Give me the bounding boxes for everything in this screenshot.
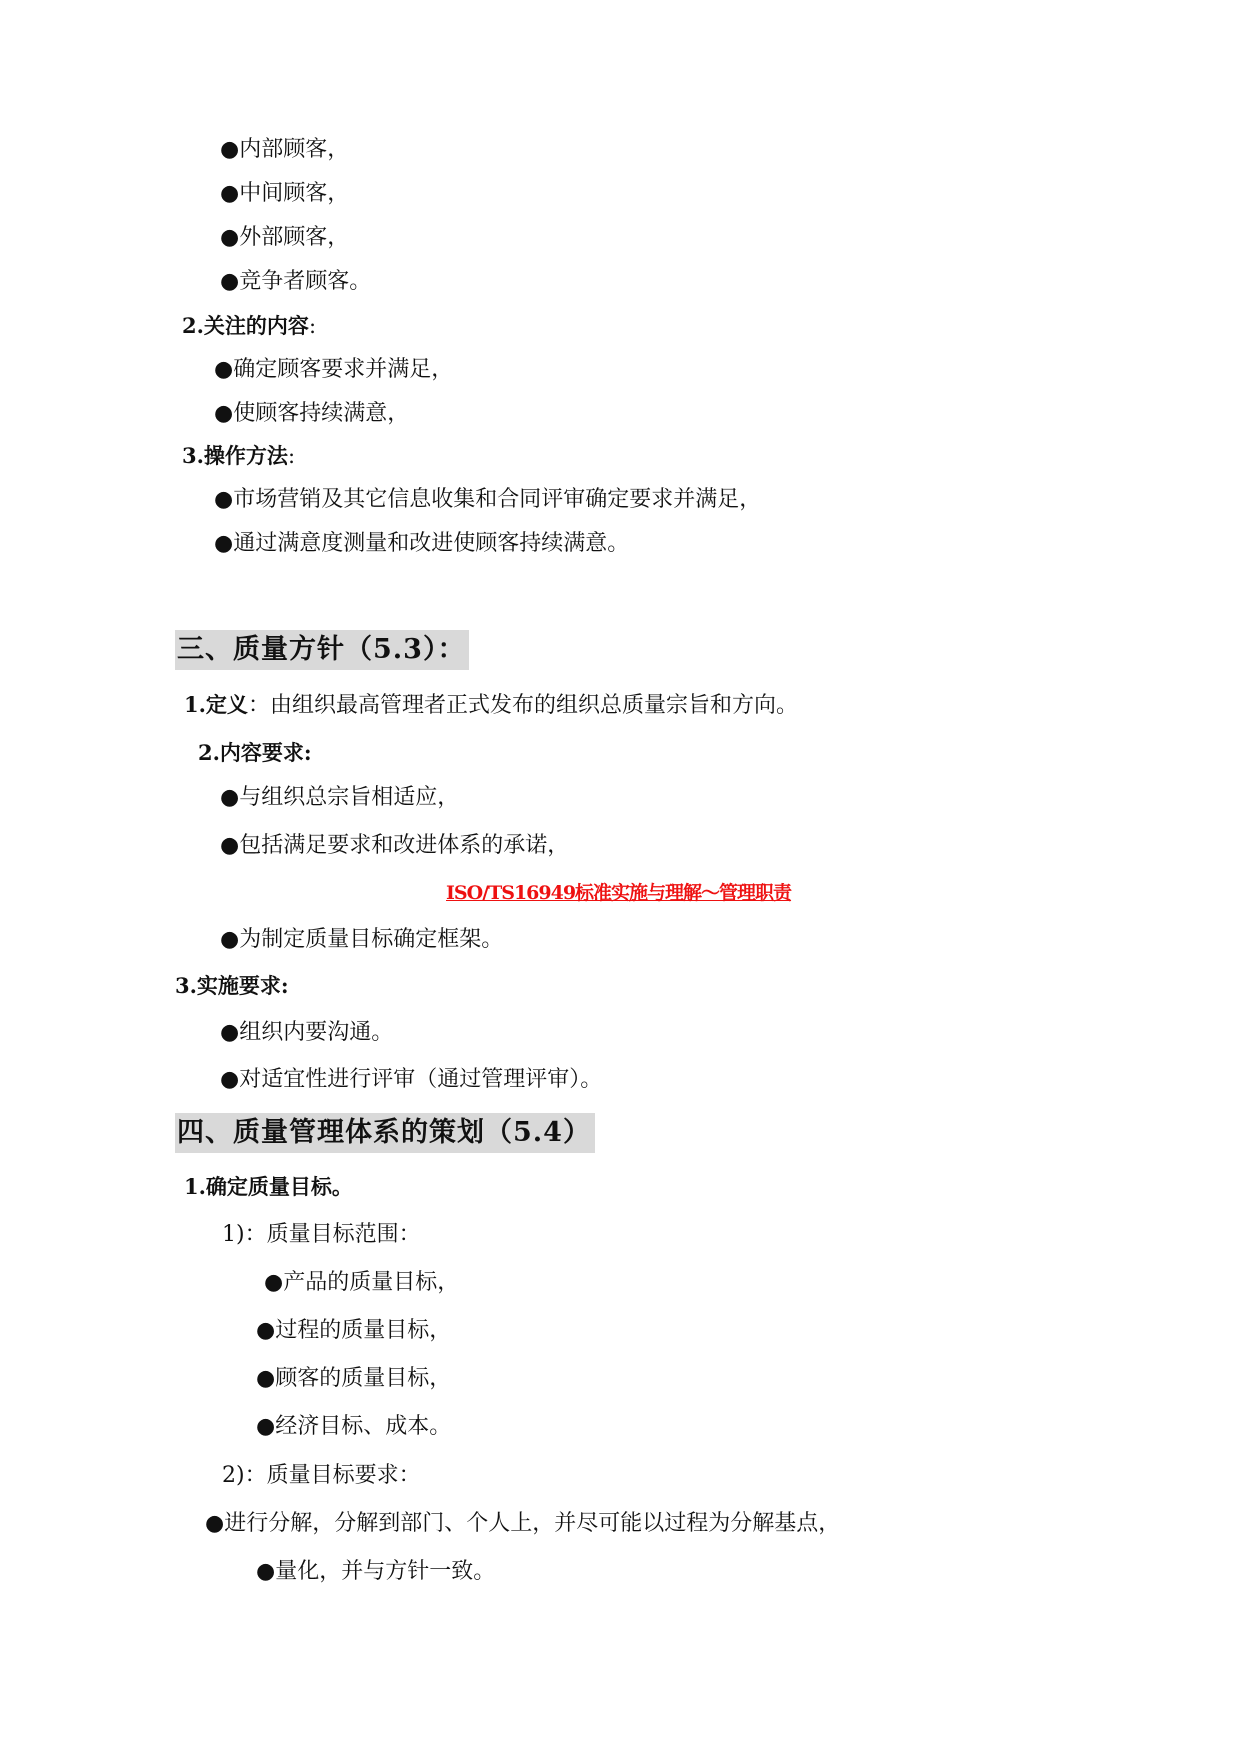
list-item: ●使顾客持续满意， — [214, 401, 410, 426]
list-item: ●外部顾客， — [220, 225, 350, 250]
list-item: ●与组织总宗旨相适应， — [220, 785, 460, 810]
list-item: ●中间顾客， — [220, 181, 350, 206]
sub-list-title: 1)：质量目标范围： — [222, 1222, 421, 1247]
subsection-title — [182, 441, 295, 471]
running-header: ISO/TS16949标准实施与理解～管理职责 — [446, 882, 792, 904]
sub-list-title: 2)：质量目标要求： — [222, 1463, 421, 1488]
list-item: ●市场营销及其它信息收集和合同评审确定要求并满足， — [214, 487, 762, 512]
subsection-title-text: 2.关注的内容 — [182, 313, 309, 338]
list-item: ●经济目标、成本。 — [256, 1414, 452, 1439]
definition-line — [184, 690, 798, 721]
definition-text: ：由组织最高管理者正式发布的组织总质量宗旨和方向。 — [247, 693, 798, 718]
subsection-title: 2.内容要求: — [198, 740, 312, 765]
subsection-title: 1.确定质量目标。 — [184, 1174, 353, 1199]
colon: : — [287, 444, 296, 468]
definition-label: 1.定义 — [184, 692, 248, 717]
list-item: ●内部顾客， — [220, 137, 350, 162]
list-item: ●为制定质量目标确定框架。 — [220, 927, 504, 952]
subsection-title: 3.实施要求: — [175, 973, 289, 998]
section-heading: 三、质量方针（5.3）： — [175, 630, 469, 670]
list-item: ●顾客的质量目标， — [256, 1366, 452, 1391]
list-item: ●量化，并与方针一致。 — [256, 1559, 496, 1584]
list-item: ●确定顾客要求并满足， — [214, 357, 454, 382]
list-item: ●进行分解，分解到部门、个人上，并尽可能以过程为分解基点， — [205, 1511, 841, 1536]
list-item: ●过程的质量目标， — [256, 1318, 452, 1343]
list-item: ●包括满足要求和改进体系的承诺， — [220, 833, 570, 858]
list-item: ●通过满意度测量和改进使顾客持续满意。 — [214, 531, 630, 556]
subsection-title — [182, 311, 316, 341]
list-item: ●对适宜性进行评审（通过管理评审）。 — [220, 1067, 603, 1092]
subsection-title-text: 3.操作方法 — [182, 443, 288, 468]
colon: : — [308, 314, 317, 338]
list-item: ●产品的质量目标， — [264, 1270, 460, 1295]
list-item: ●竞争者顾客。 — [220, 269, 372, 294]
list-item: ●组织内要沟通。 — [220, 1020, 394, 1045]
section-heading: 四、质量管理体系的策划（5.4） — [175, 1113, 595, 1153]
